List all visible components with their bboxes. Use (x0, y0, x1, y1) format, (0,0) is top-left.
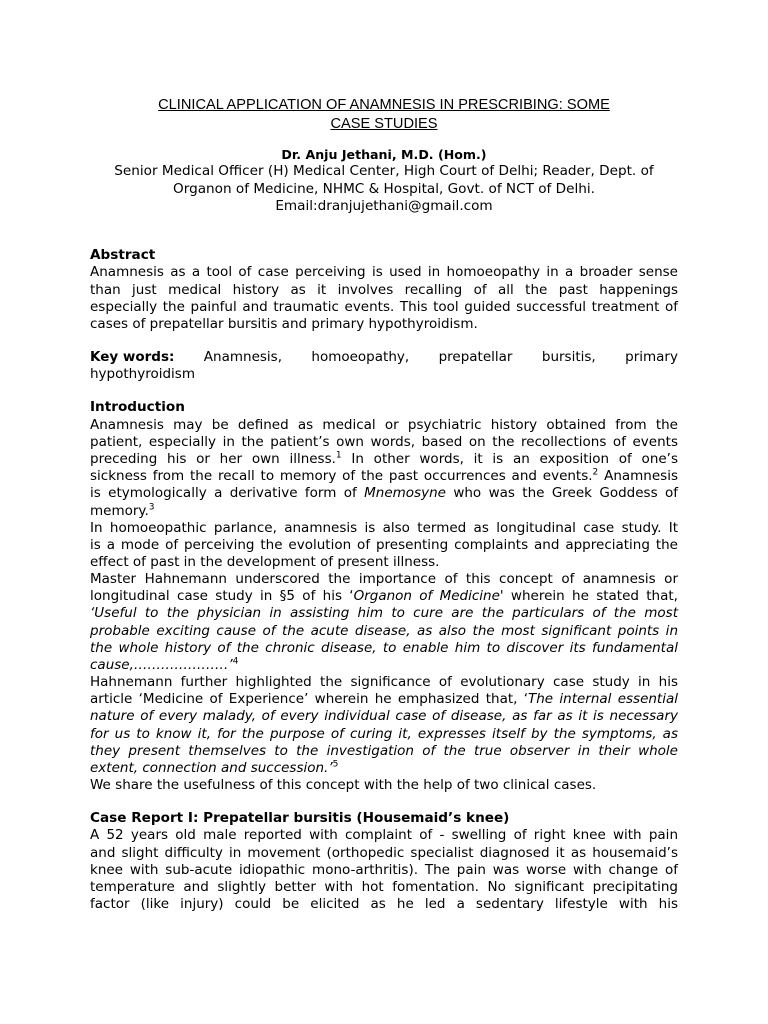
citation-marker: 5 (332, 759, 339, 770)
text-line: factor (like injury) could be elicited as he led a sedentary lifestyle with his (90, 896, 678, 913)
author-name: Dr. Anju Jethani, M.D. (Hom.) (281, 147, 487, 162)
abstract-paragraph (90, 264, 678, 333)
text-line: In homoeopathic parlance, anamnesis is also termed as longitudinal case study. It (90, 519, 678, 536)
citation-marker: 2 (592, 467, 599, 478)
text-line: and slight difficulty in movement (orthopedic specialist diagnosed it as housemaid’s (90, 844, 678, 861)
text-line: for us to know it, for the purpose of curing it, expresses itself by the symptoms, as (90, 725, 678, 742)
author-affiliation-line-1: Senior Medical Officer (H) Medical Center, High Court of Delhi; Reader, Dept. of (114, 163, 654, 180)
author-block (90, 146, 678, 215)
text-line: ‘Useful to the physician in assisting him to cure are the particulars of the most (90, 605, 678, 622)
keyword-item: primary (625, 349, 678, 366)
text-line: knee with sub-acute idiopathic mono-arthritis). The pain was worse with change of (90, 861, 678, 878)
keywords-label: Key words: (90, 349, 175, 366)
document-page (90, 96, 678, 913)
text-line: temperature and slightly better with hot fomentation. No significant precipitating (90, 878, 678, 895)
case-report-1-heading: Case Report I: Prepatellar bursitis (Housemaid’s knee) (90, 810, 510, 827)
abstract-line: especially the painful and traumatic events. This tool guided successful treatment of (90, 298, 678, 315)
abstract-line: than just medical history as it involves recalling of all the past happenings (90, 281, 678, 298)
text-line: patient, especially in the patient’s own words, based on the recollections of events (90, 433, 678, 450)
keywords-row (90, 349, 678, 366)
paper-title (90, 96, 678, 134)
introduction-paragraph-5 (90, 777, 678, 794)
text-line: Master Hahnemann underscored the importance of this concept of anamnesis or (90, 571, 678, 588)
text-line: they present themselves to the investigation of the true observer in their whole (90, 742, 678, 759)
keyword-item: homoeopathy, (311, 349, 410, 366)
text-line: preceding his or her own illness.$^1$ In other words, it is an exposition of one’s (90, 450, 679, 468)
citation-marker: 1 (335, 450, 342, 461)
text-line: A 52 years old male reported with complaint of - swelling of right knee with pain (90, 827, 678, 844)
abstract-line: Anamnesis as a tool of case perceiving is used in homoeopathy in a broader sense (90, 264, 678, 281)
text-line: memory.$^3$ (90, 502, 155, 519)
text-line: the whole history of the chronic disease, to enable him to discover its fundamental (90, 639, 678, 656)
abstract-line: cases of prepatellar bursitis and primary hypothyroidism. (90, 315, 478, 332)
introduction-paragraph-1 (90, 417, 678, 520)
citation-marker: 3 (148, 502, 155, 512)
keywords-continuation: hypothyroidism (90, 366, 195, 383)
text-line: cause,…………………’$^4$ (90, 656, 239, 673)
title-line-1: CLINICAL APPLICATION OF ANAMNESIS IN PRESCRIBING: SOME (158, 97, 610, 113)
text-line: article ‘Medicine of Experience’ wherein he emphasized that, ‘The internal essential (90, 691, 679, 708)
introduction-paragraph-2 (90, 520, 678, 571)
abstract-heading: Abstract (90, 247, 156, 264)
text-line: Hahnemann further highlighted the significance of evolutionary case study in his (90, 674, 678, 691)
text-line: probable exciting cause of the acute disease, as also the most significant points in (90, 622, 678, 639)
text-line: effect of past in the development of present illness. (90, 553, 440, 570)
keyword-item: bursitis, (541, 349, 596, 366)
author-email: Email:dranjujethani@gmail.com (275, 197, 493, 214)
case-report-1-paragraph (90, 827, 678, 913)
text-line: extent, connection and succession.’$^5$ (90, 759, 339, 776)
title-line-2: CASE STUDIES (330, 116, 438, 132)
text-line: nature of every malady, of every individual case of disease, as far as it is necessary (90, 708, 678, 725)
text-line: Anamnesis may be defined as medical or psychiatric history obtained from the (90, 416, 678, 433)
text-line: sickness from the recall to memory of the past occurrences and events.$^2$ Anamnesis (90, 467, 678, 485)
keyword-item: prepatellar (438, 349, 513, 366)
introduction-heading: Introduction (90, 399, 185, 416)
author-affiliation-line-2: Organon of Medicine, NHMC & Hospital, Govt. of NCT of Delhi. (173, 180, 595, 197)
text-line: We share the usefulness of this concept with the help of two clinical cases. (90, 777, 597, 793)
introduction-paragraph-3 (90, 571, 678, 674)
text-line: is etymologically a derivative form of Mnemosyne who was the Greek Goddess of (90, 485, 678, 502)
text-line: is a mode of perceiving the evolution of presenting complaints and appreciating the (90, 536, 678, 553)
citation-marker: 4 (232, 656, 239, 667)
text-line: longitudinal case study in §5 of his ‘Organon of Medicine' wherein he stated that, (90, 588, 678, 605)
introduction-paragraph-4 (90, 674, 678, 777)
keyword-item: Anamnesis, (203, 349, 282, 366)
